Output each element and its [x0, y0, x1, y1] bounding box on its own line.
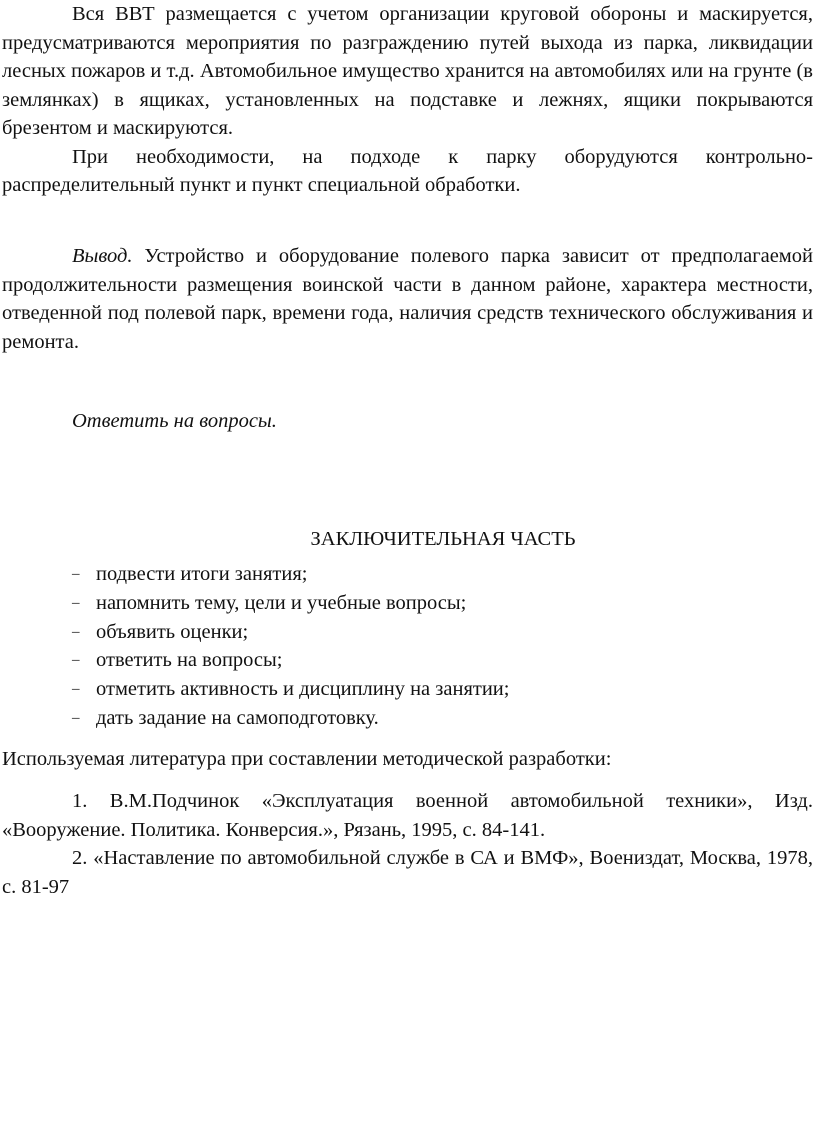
list-item — [72, 589, 509, 618]
paragraph-storage: Вся ВВТ размещается с учетом организации круговой обороны и маскируется, предусматриваются мероприятия по разграждению путей выхода из парка, ликвидации лесных пожаров и т.д. Автомобильное имущество хранится на автомобилях или на грунте (в землянках) в ящиках, установленных на подставке и лежнях, ящики покрываются брезентом и маскируются. — [2, 3, 813, 139]
list-item-text: подвести итоги занятия; — [96, 563, 308, 585]
list-item — [72, 560, 509, 589]
list-item-text: напомнить тему, цели и учебные вопросы; — [96, 591, 467, 614]
reference-item: 1. В.М.Подчинок «Эксплуатация военной автомобильной техники», Изд. «Вооружение. Политика. Конверсия.», Рязань, 1995, с. 84-141. — [2, 790, 813, 841]
section-literature — [2, 745, 813, 774]
dash-bullet: – — [72, 623, 80, 640]
dash-bullet: – — [72, 652, 80, 669]
dash-bullet: – — [72, 681, 80, 698]
list-item-text: ответить на вопросы; — [96, 649, 283, 672]
list-item — [72, 675, 509, 704]
literature-references — [2, 787, 813, 901]
list-item-text: дать задание на самоподготовку. — [96, 706, 379, 729]
list-item — [72, 646, 509, 675]
dash-bullet: – — [72, 594, 80, 611]
list-item-text: объявить оценки; — [96, 620, 249, 643]
answer-questions-text: Ответить на вопросы. — [72, 410, 277, 432]
list-item — [72, 704, 509, 733]
conclusion-text: Устройство и оборудование полевого парка зависит от предполагаемой продолжительности размещения воинской части в данном районе, характера местности, отведенной под полевой парк, времени года, наличия средств технического обслуживания и ремонта. — [2, 245, 813, 353]
literature-intro: Используемая литература при составлении методической разработки: — [2, 748, 612, 770]
final-part-heading — [70, 525, 816, 553]
reference-item: 2. «Наставление по автомобильной службе в СА и ВМФ», Воениздат, Москва, 1978, с. 81-97 — [2, 847, 813, 898]
paragraph-conclusion — [2, 242, 813, 356]
list-item — [72, 618, 509, 647]
section-storage — [2, 0, 813, 200]
final-part-heading-text: ЗАКЛЮЧИТЕЛЬНАЯ ЧАСТЬ — [310, 528, 576, 550]
final-part-list — [72, 560, 509, 733]
paragraph-checkpoint: При необходимости, на подходе к парку оборудуются контрольно-распределительный пункт и пункт специальной обработки. — [2, 145, 813, 196]
section-answer-questions — [2, 407, 813, 436]
dash-bullet: – — [72, 566, 80, 582]
section-conclusion — [2, 242, 813, 356]
conclusion-label: Вывод. — [72, 245, 133, 267]
dash-bullet: – — [72, 709, 80, 726]
list-item-text: отметить активность и дисциплину на занятии; — [96, 678, 510, 701]
